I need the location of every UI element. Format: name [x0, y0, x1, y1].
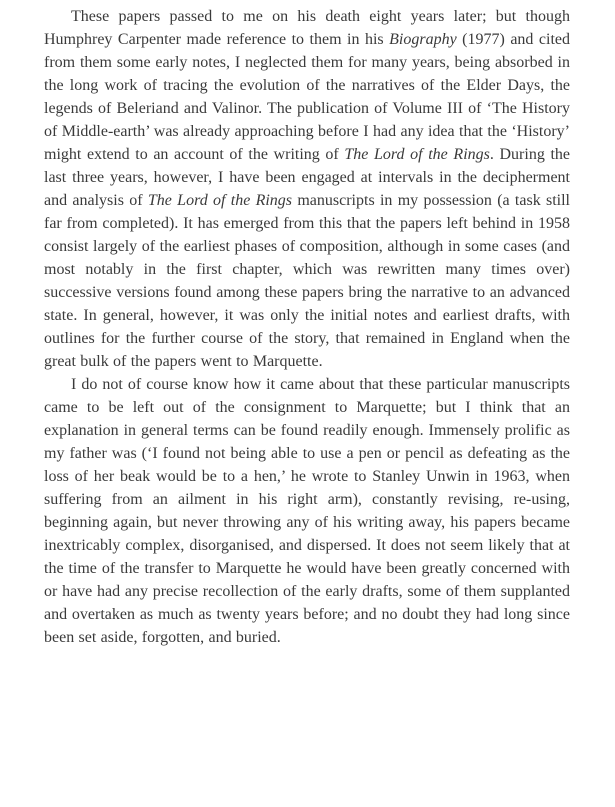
text-run: . During the last three years, however, I have been engaged at intervals in the decipherment and analysis of — [44, 146, 571, 209]
text-run: These papers passed to me on his death eight years later; but though Humphrey Carpenter made reference to them in his — [44, 8, 570, 48]
text-run: I do not of course know how it came about that these particular manuscripts came to be left out of the consignment to Marquette; but I think that an explanation in general terms can be found readily enough. Immensely prolific as my father was (‘I found not being able to use a pen or pencil as defeating as the loss of her beak would be to a hen,’ he wrote to Stanley Unwin in 1963, when suffering from an ailment in his right arm), constantly revising, re-using, beginning again, but never throwing any of his writing away, his papers became inextricably complex, disorganised, and dispersed. It does not seem likely that at the time of the transfer to Marquette he would have been greatly concerned with or have had any precise recollection of the early drafts, some of them supplanted and overtaken as much as twenty years before; and no doubt they had long since been set aside, forgotten, and buried. — [44, 376, 570, 646]
text-run: (1977) and cited from them some early notes, I neglected them for many years, being absorbed in the long work of tracing the evolution of the narratives of the Elder Days, the legends of Beleriand and Valinor. The publication of Volume III of ‘The History of Middle-earth’ was already approaching before I had any idea that the ‘History’ might extend to an account of the writing of — [44, 31, 571, 163]
paragraph — [44, 5, 570, 373]
italic-text-run: The Lord of the Rings — [344, 146, 490, 163]
italic-text-run: The Lord of the Rings — [147, 192, 293, 209]
text-run: manuscripts in my possession (a task still far from completed). It has emerged from this that the papers left behind in 1958 consist largely of the earliest phases of composition, although in some cases (and most notably in the first chapter, which was rewritten many times over) successive versions found among these papers bring the narrative to an advanced state. In general, however, it was only the initial notes and earliest drafts, with outlines for the further course of the story, that remained in England when the great bulk of the papers went to Marquette. — [44, 192, 571, 370]
page-text — [44, 5, 570, 649]
paragraph — [44, 373, 570, 649]
italic-text-run: Biography — [389, 31, 457, 48]
